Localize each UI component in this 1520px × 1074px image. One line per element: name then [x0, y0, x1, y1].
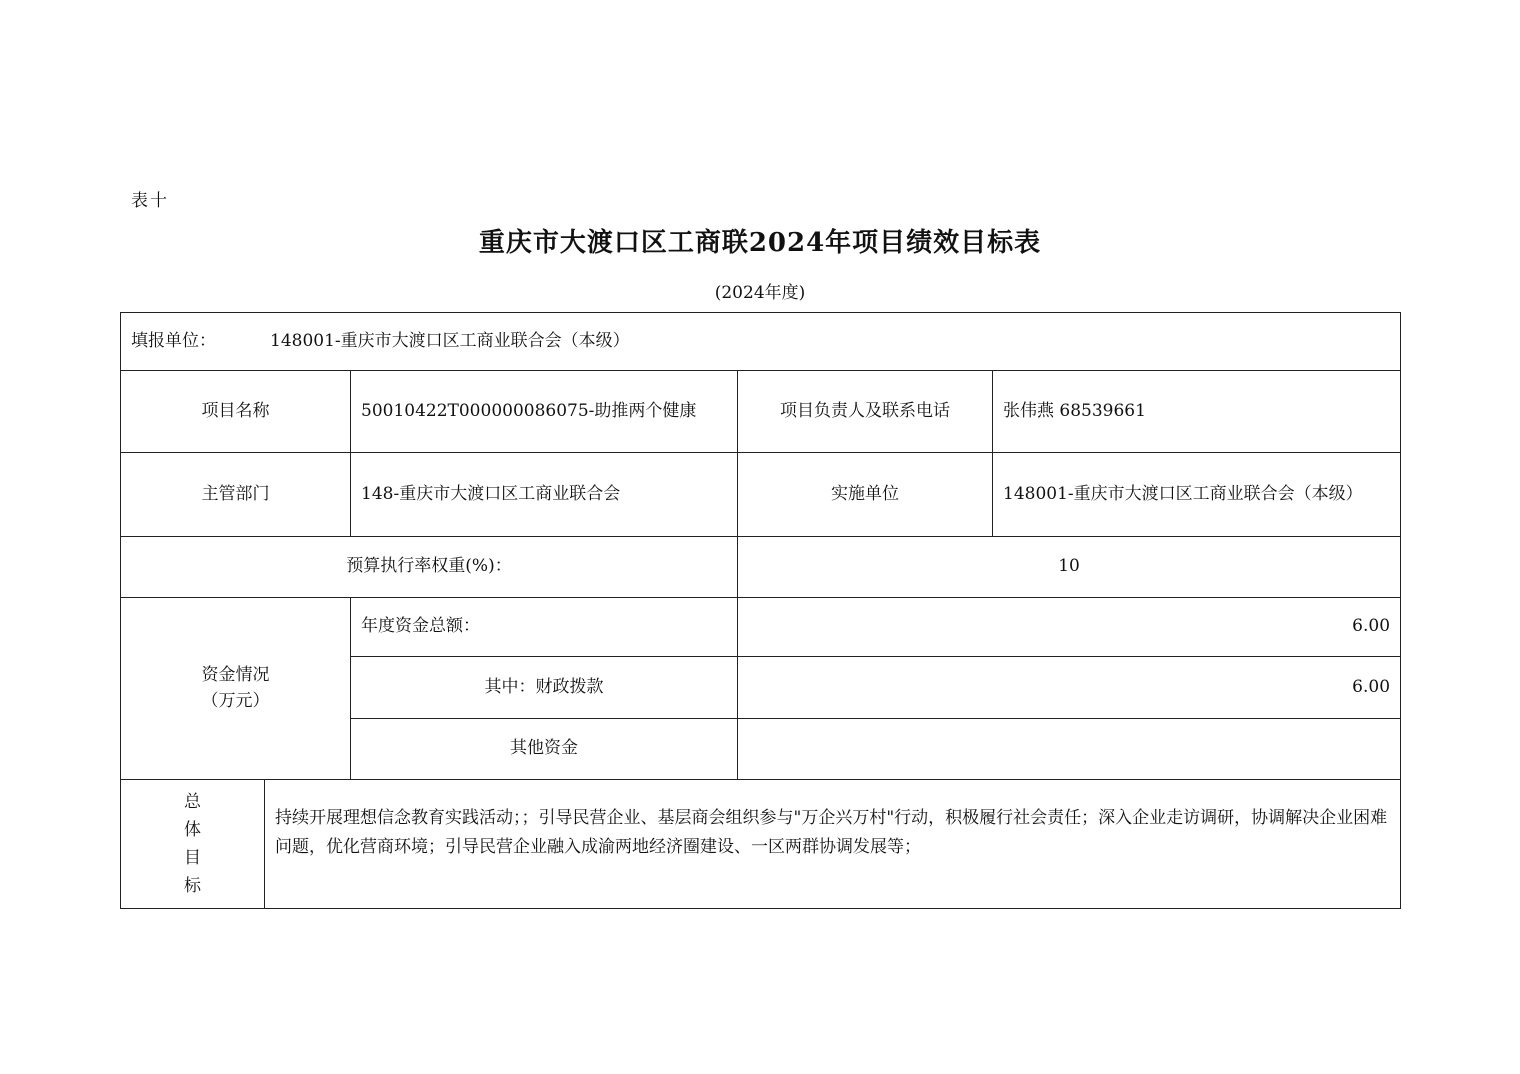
page-subtitle: (2024年度): [714, 283, 806, 303]
other-funds-value: [738, 719, 1401, 780]
project-owner-value: 张伟燕 68539661: [993, 371, 1401, 453]
overall-goal-char: 目: [184, 848, 201, 868]
budget-weight-label: 预算执行率权重(%)：: [121, 537, 738, 598]
overall-goal-char: 总: [184, 792, 201, 812]
budget-weight-value: 10: [738, 537, 1401, 598]
overall-goal-char: 标: [184, 876, 201, 896]
department-value: 148-重庆市大渡口区工商业联合会: [351, 453, 738, 537]
overall-goal-text: 持续开展理想信念教育实践活动；；引导民营企业、基层商会组织参与"万企兴万村"行动，积极履行社会责任；深入企业走访调研，协调解决企业困难问题，优化营商环境；引导民营企业融入成渝两地经济圈建设、一区两群协调发展等；: [265, 780, 1401, 909]
project-name-label: 项目名称: [121, 371, 351, 453]
funds-label: 资金情况: [201, 665, 270, 685]
annual-total-label: 年度资金总额：: [351, 598, 738, 657]
filling-unit-cell: [121, 313, 1401, 371]
overall-goal-char: 体: [184, 820, 201, 840]
page-title: 重庆市大渡口区工商联2024年项目绩效目标表: [478, 228, 1042, 258]
table-row: [121, 598, 1401, 657]
funds-unit-label: （万元）: [201, 690, 270, 711]
implementing-unit-label: 实施单位: [738, 453, 993, 537]
filling-unit-label: 填报单位：: [131, 330, 216, 351]
project-name-value: 50010422T000000086075-助推两个健康: [351, 371, 738, 453]
table-row: [121, 313, 1401, 371]
funds-label-cell: [121, 598, 351, 780]
fiscal-funds-label: 其中：财政拨款: [351, 657, 738, 719]
table-row: [121, 780, 1401, 909]
department-label: 主管部门: [121, 453, 351, 537]
overall-goal-label: [121, 780, 265, 909]
performance-goal-table: [120, 312, 1401, 909]
filling-unit-value: 148001-重庆市大渡口区工商业联合会（本级）: [270, 330, 630, 351]
annual-total-value: 6.00: [738, 598, 1401, 657]
fiscal-funds-value: 6.00: [738, 657, 1401, 719]
table-row: [121, 537, 1401, 598]
project-owner-label: 项目负责人及联系电话: [738, 371, 993, 453]
other-funds-label: 其他资金: [351, 719, 738, 780]
table-row: [121, 371, 1401, 453]
implementing-unit-value: 148001-重庆市大渡口区工商业联合会（本级）: [993, 453, 1401, 537]
table-number-label: 表十: [131, 191, 169, 211]
table-row: [121, 453, 1401, 537]
